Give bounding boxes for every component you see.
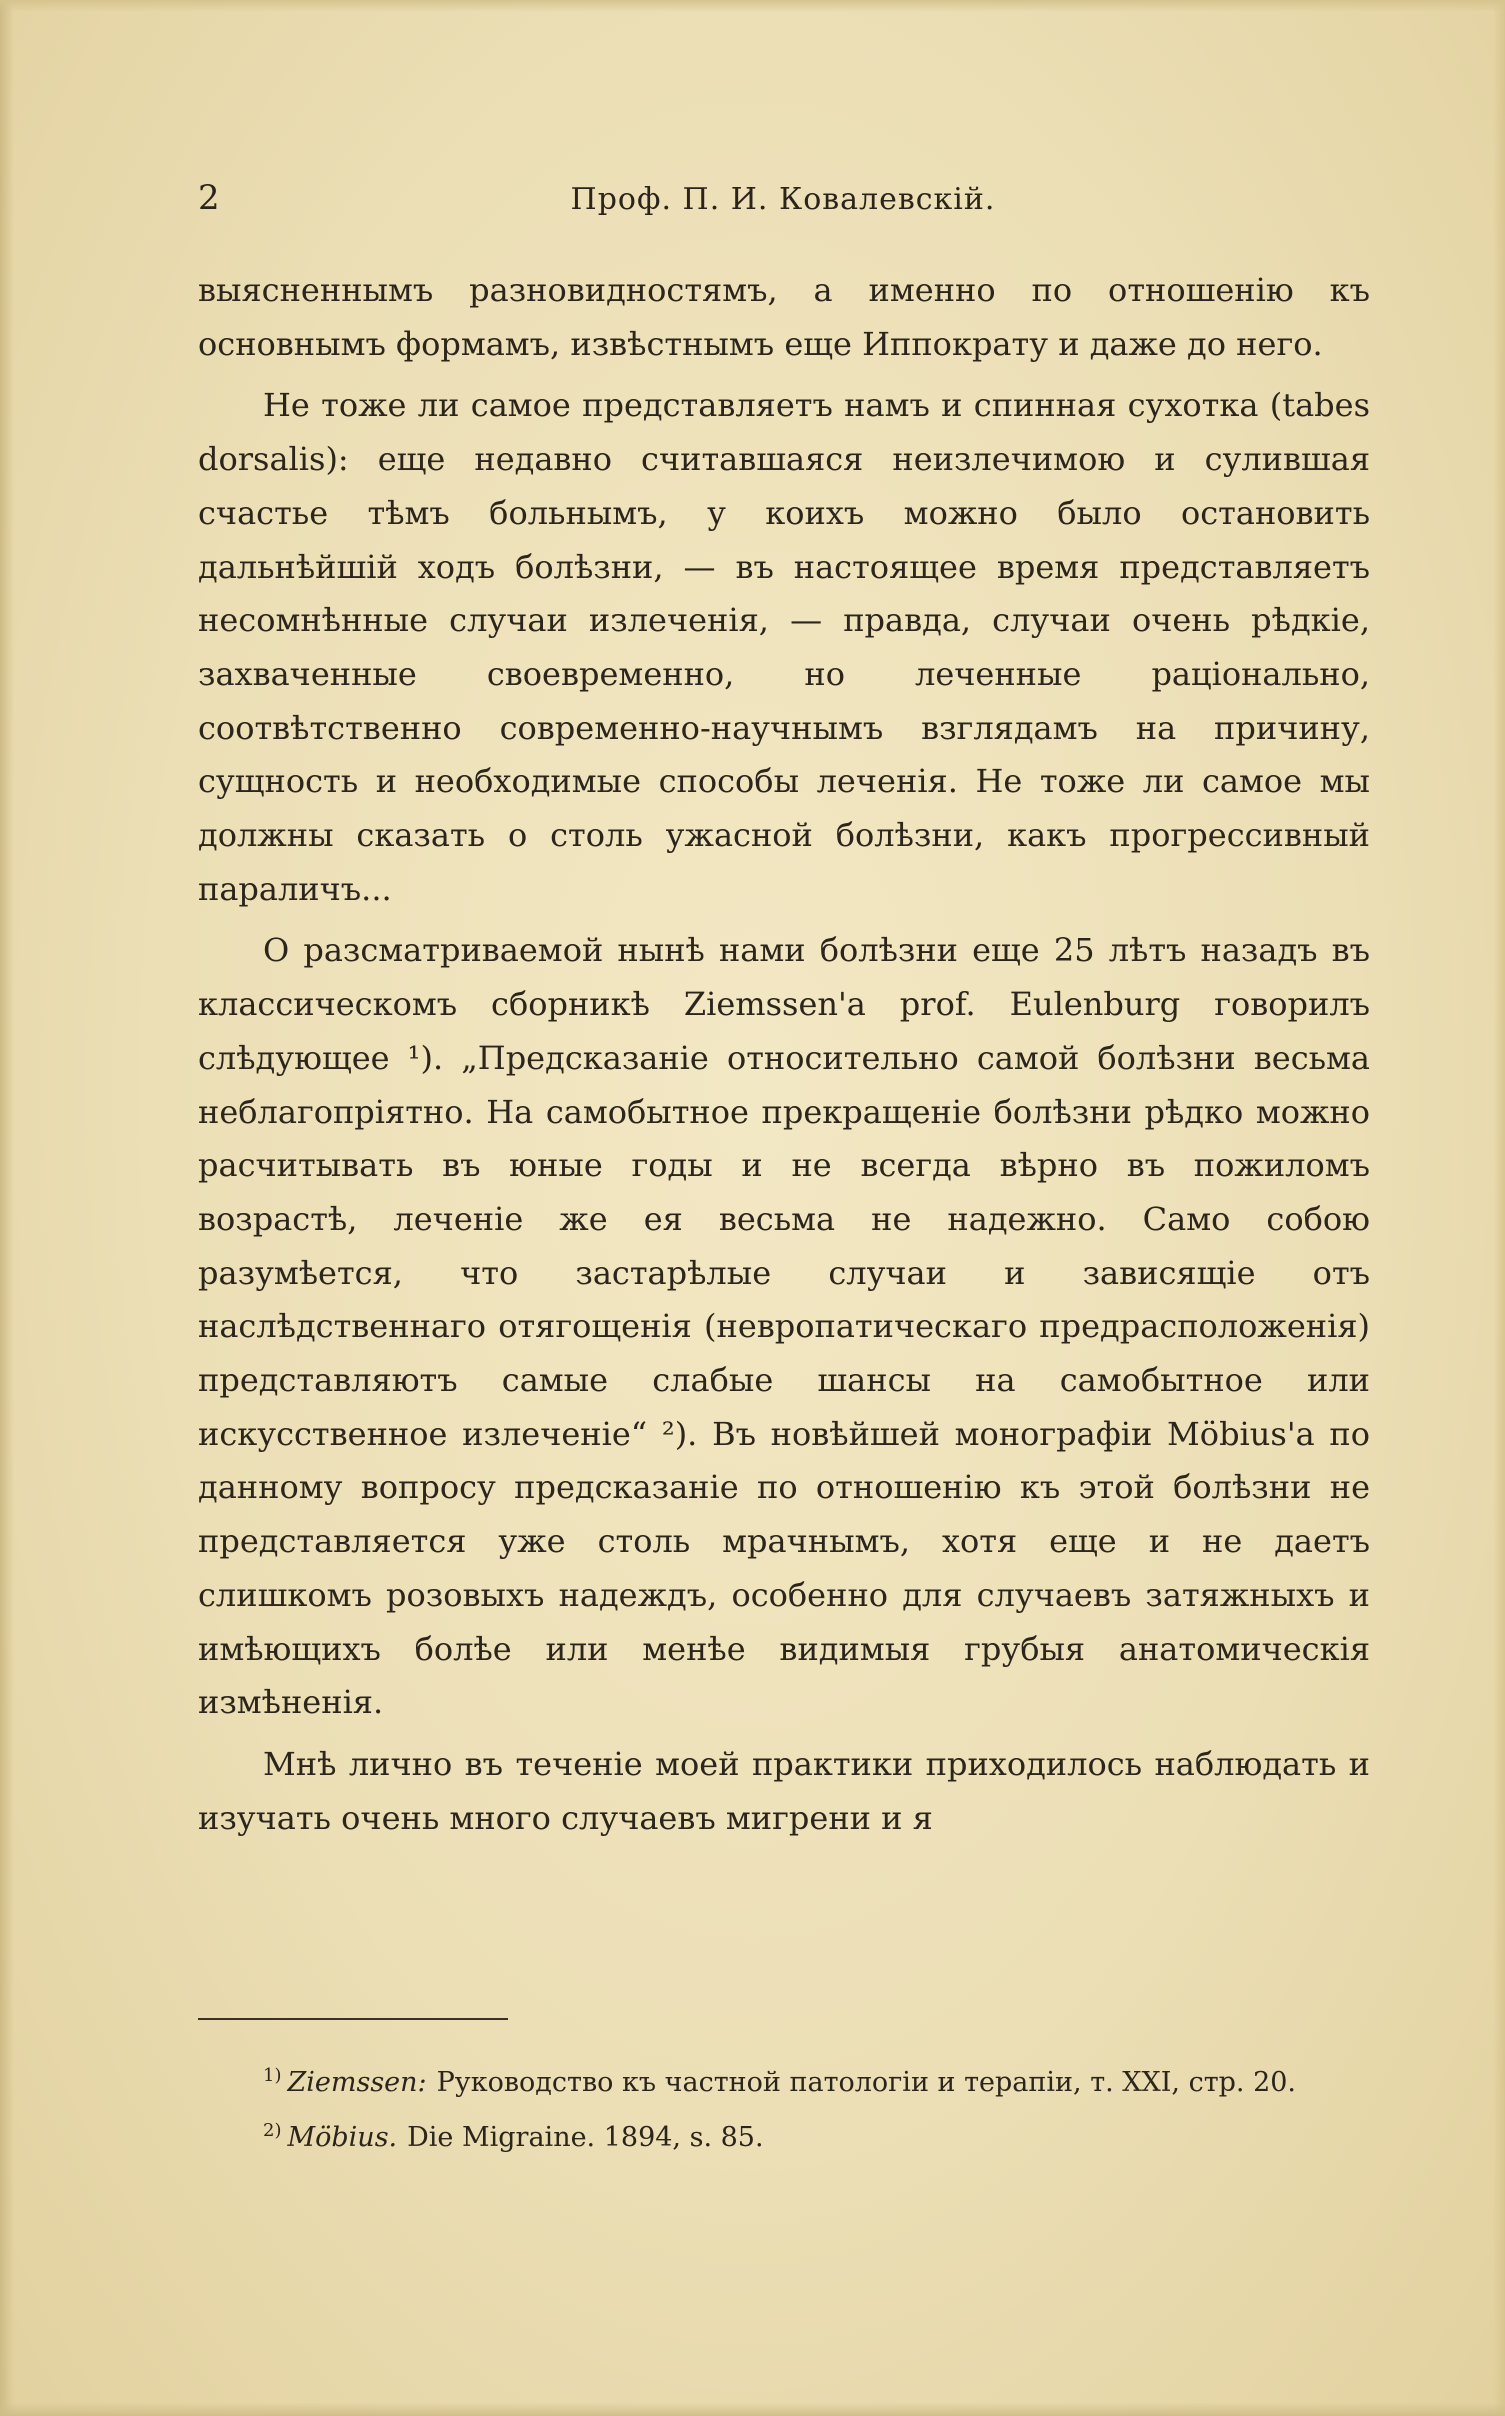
- paragraph: Не тоже ли самое представляетъ намъ и спинная сухотка (tabes dorsalis): еще недавно считавшаяся неизлечимою и сулившая счастье тѣмъ больнымъ, у коихъ можно было остановить дальнѣйшій ходъ болѣзни, — въ настоящее время представляетъ несомнѣнные случаи излеченія, — правда, случаи очень рѣдкіе, захваченные своевременно, но леченные раціонально, соотвѣтственно современно-научнымъ взглядамъ на причину, сущность и необходимые способы леченія. Не тоже ли самое мы должны сказать о столь ужасной болѣзни, какъ прогрессивный параличъ...: [198, 386, 1370, 908]
- footnote-2: [198, 2107, 1370, 2162]
- paragraph: Мнѣ лично въ теченіе моей практики приходилось наблюдать и изучать очень много случаевъ мигрени и я: [198, 1744, 1370, 1837]
- footnote-marker: 2): [263, 2120, 282, 2141]
- footnote-separator: [198, 2018, 508, 2020]
- footnote-1: [198, 2052, 1370, 2107]
- page-edge-shadow-top: [0, 0, 1505, 12]
- paragraph-continued: выясненнымъ разновидностямъ, а именно по отношенію къ основнымъ формамъ, извѣстнымъ еще Иппократу и даже до него.: [198, 271, 1370, 363]
- page-edge-shadow-bottom: [0, 2402, 1505, 2416]
- footnotes: [198, 2052, 1370, 2162]
- page-edge-shadow-right: [1493, 0, 1505, 2416]
- main-text: [198, 264, 1370, 1853]
- footnote-marker: 1): [263, 2065, 282, 2086]
- page-header: [198, 178, 1368, 228]
- footnote-text: Руководство къ частной патологіи и терапіи, т. XXI, стр. 20.: [436, 2067, 1297, 2098]
- paragraph: О разсматриваемой нынѣ нами болѣзни еще 25 лѣтъ назадъ въ классическомъ сборникѣ Ziemssen'а prof. Eulenburg говорилъ слѣдующее ¹). „Предсказаніе относительно самой болѣзни весьма неблагопріятно. На самобытное прекращеніе болѣзни рѣдко можно расчитывать въ юные годы и не всегда вѣрно въ пожиломъ возрастѣ, леченіе же ея весьма не надежно. Само собою разумѣется, что застарѣлые случаи и зависящіе отъ наслѣдственнаго отягощенія (невропатическаго предрасположенія) представляютъ самые слабые шансы на самобытное или искусственное излеченіе“ ²). Въ новѣйшей монографіи Möbius'а по данному вопросу предсказаніе по отношенію къ этой болѣзни не представляется уже столь мрачнымъ, хотя еще и не даетъ слишкомъ розовыхъ надеждъ, особенно для случаевъ затяжныхъ и имѣющихъ болѣе или менѣе видимыя грубыя анатомическія измѣненія.: [198, 931, 1370, 1722]
- footnote-author: Ziemssen:: [287, 2067, 427, 2098]
- page-edge-shadow-left: [0, 0, 14, 2416]
- footnote-text: Die Migraine. 1894, s. 85.: [407, 2122, 764, 2153]
- footnote-author: Möbius.: [287, 2122, 398, 2153]
- running-head: Проф. П. И. Ковалевскій.: [570, 182, 996, 217]
- page-number: 2: [198, 178, 220, 218]
